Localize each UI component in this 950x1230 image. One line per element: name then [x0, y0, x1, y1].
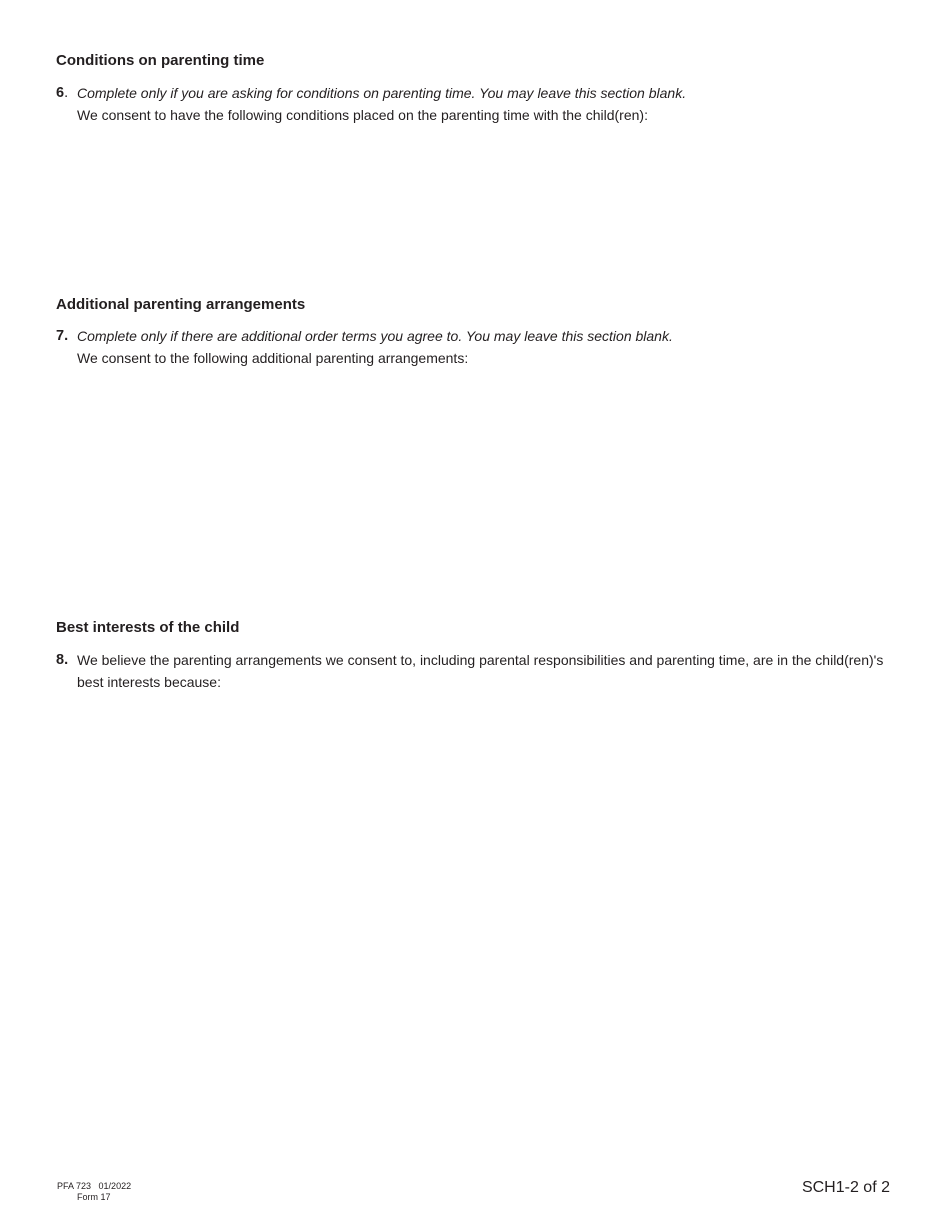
item-6: [56, 82, 890, 126]
section-heading-conditions: Conditions on parenting time: [56, 52, 265, 69]
item-number: 7.: [56, 328, 69, 344]
page-number: SCH1-2 of 2: [801, 1179, 890, 1196]
section-heading-best-interests: Best interests of the child: [56, 619, 240, 636]
section-heading-additional: Additional parenting arrangements: [56, 296, 306, 313]
item-7-statement: We consent to the following additional parenting arrangements:: [77, 350, 469, 366]
item-6-statement: We consent to have the following conditions placed on the parenting time with the child(ren):: [77, 107, 648, 123]
item-number: 8.: [56, 652, 69, 668]
item-8-body: [77, 649, 890, 693]
form-identifier: [57, 1181, 131, 1203]
item-6-body: [77, 82, 890, 126]
item-7: [56, 325, 890, 369]
form-code-line: [57, 1181, 131, 1192]
item-8-statement: We believe the parenting arrangements we consent to, including parental responsibilities and parenting time, are in the child(ren)'s best interests because:: [77, 652, 884, 690]
item-7-instruction: Complete only if there are additional order terms you agree to. You may leave this section blank.: [77, 328, 673, 344]
item-8: [56, 649, 890, 693]
form-code: PFA 723: [57, 1181, 92, 1191]
form-name: Form 17: [77, 1192, 111, 1202]
best-interests-answer-area[interactable]: [77, 700, 892, 1160]
additional-answer-area[interactable]: [77, 374, 892, 604]
item-6-instruction: Complete only if you are asking for conditions on parenting time. You may leave this section blank.: [77, 85, 687, 101]
form-date: 01/2022: [98, 1181, 132, 1191]
item-7-body: [77, 325, 890, 369]
conditions-answer-area[interactable]: [77, 130, 892, 280]
item-number: 6.: [56, 85, 69, 101]
